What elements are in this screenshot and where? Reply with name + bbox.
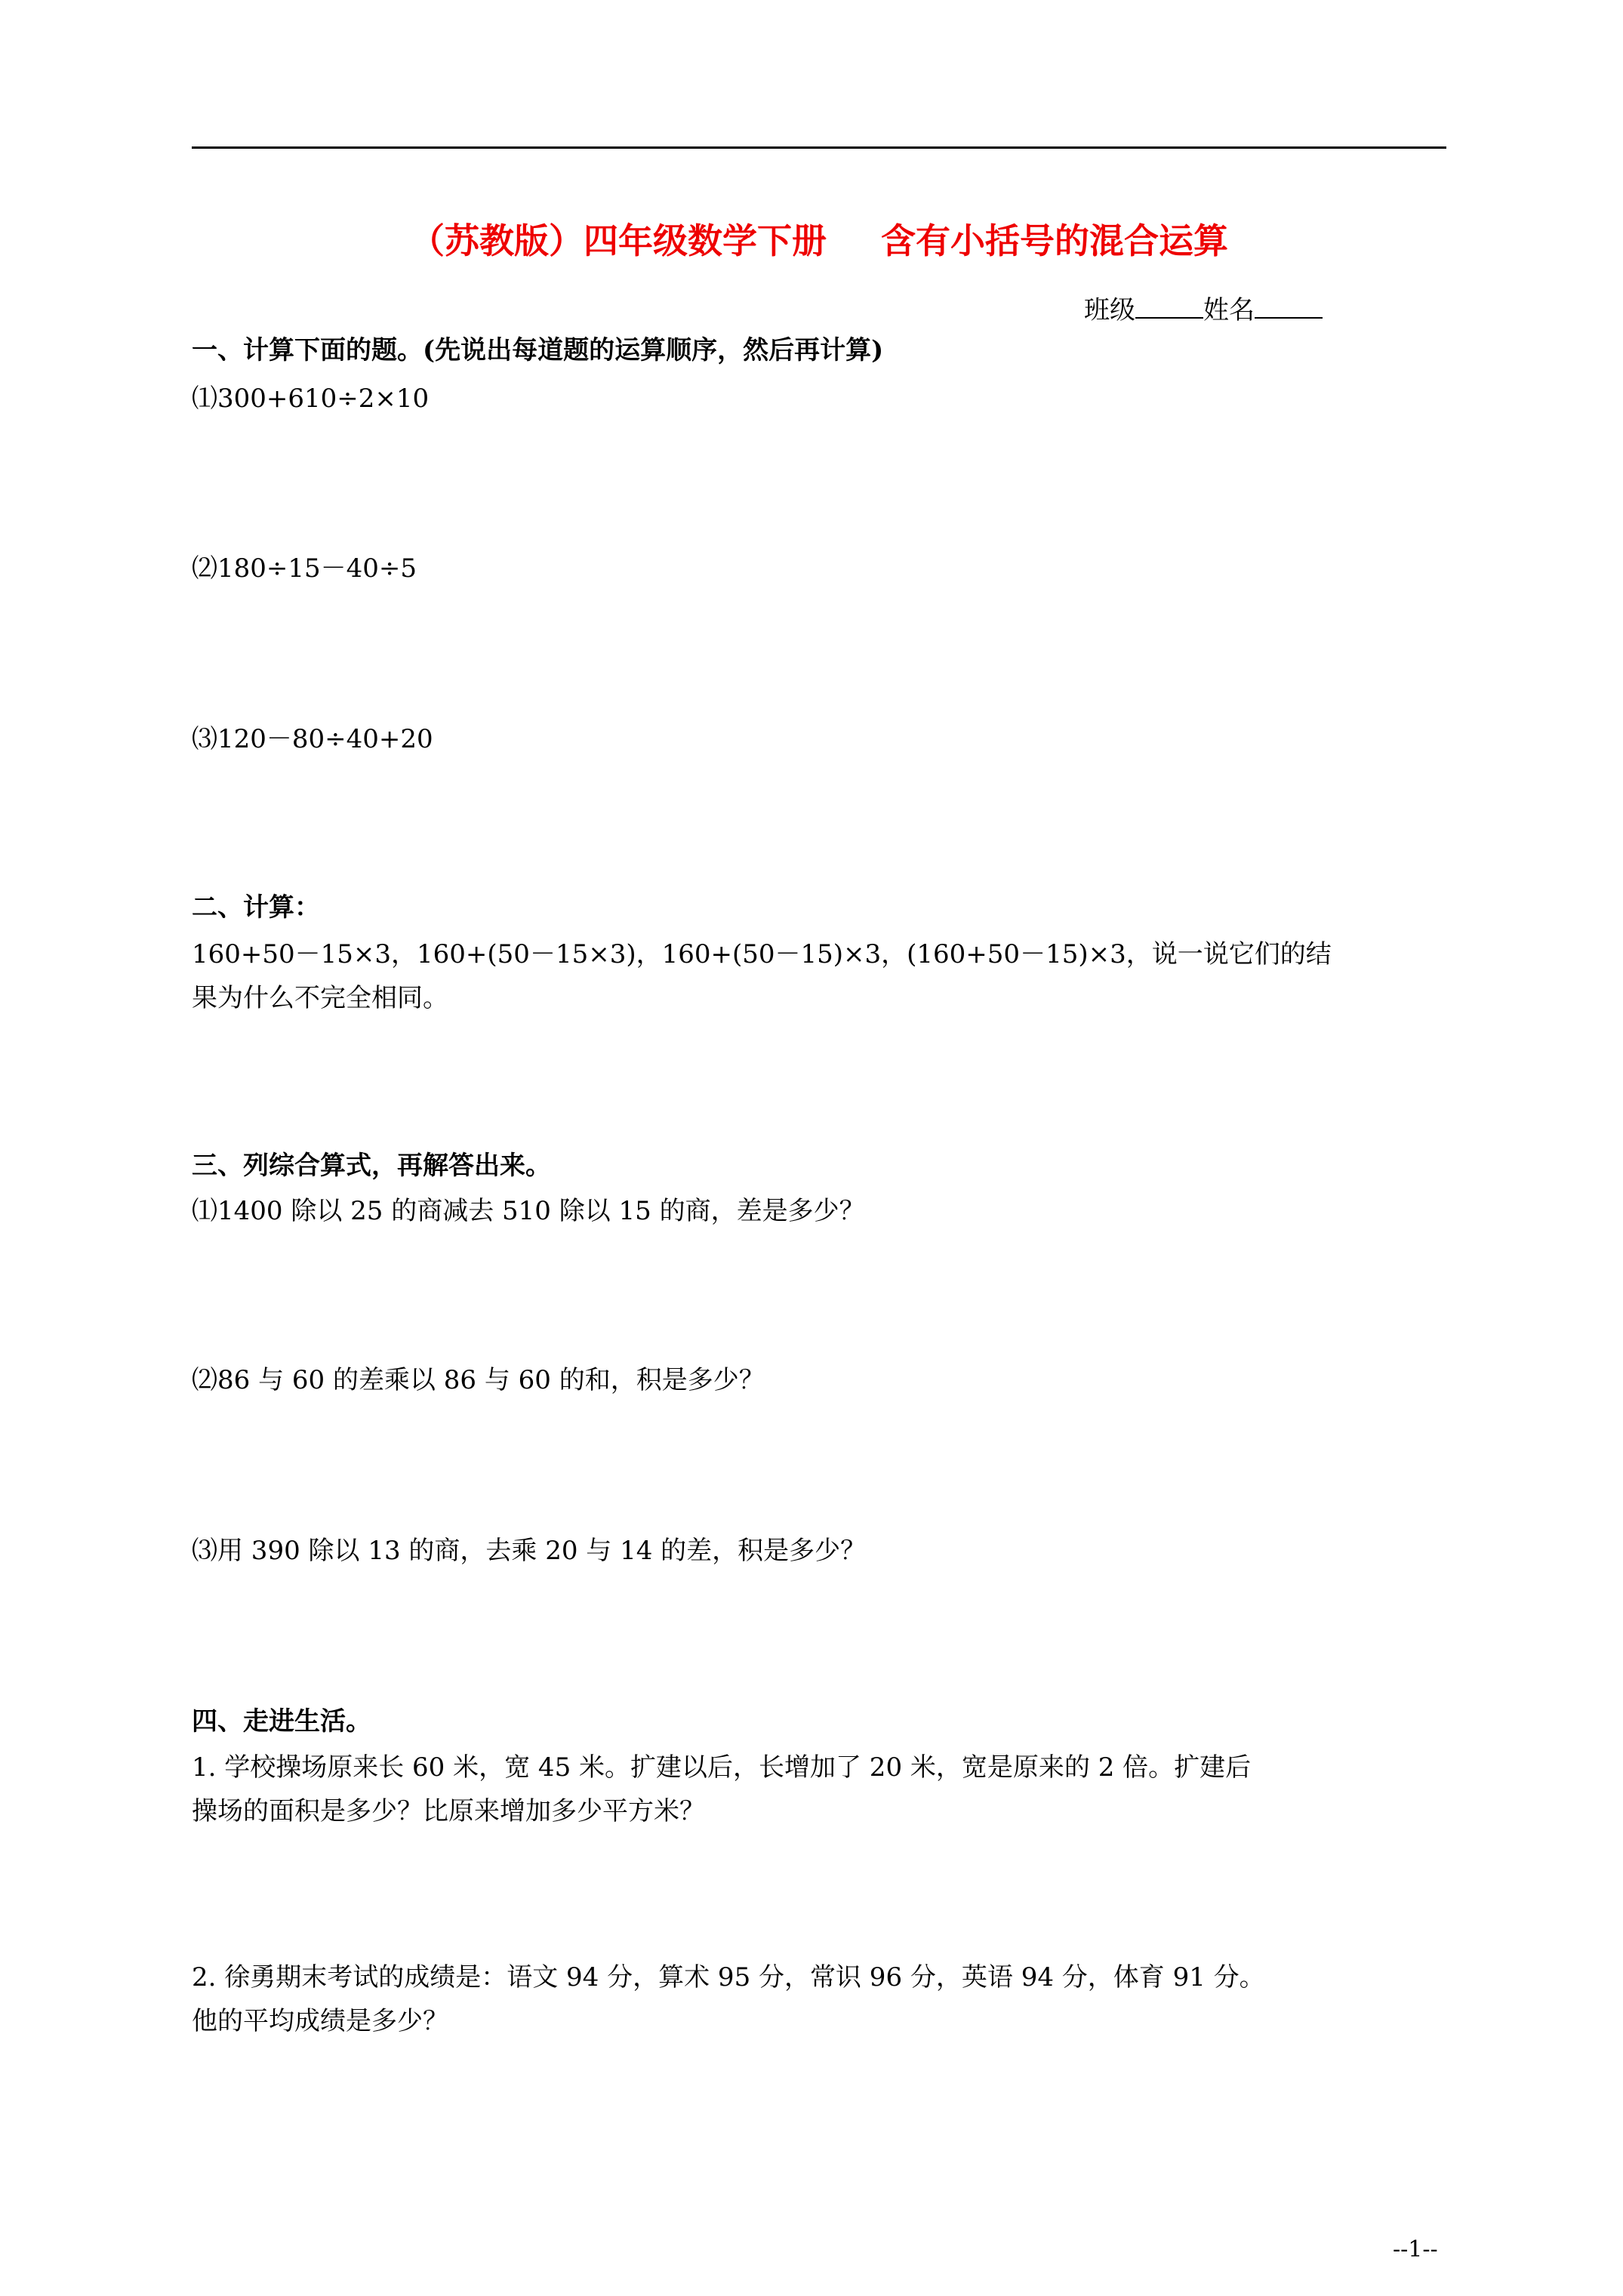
page-title [0, 214, 1623, 264]
header-rule [192, 146, 1446, 149]
section4-q1-line-1: 1. 学校操场原来长 60 米，宽 45 米。扩建以后，长增加了 20 米，宽是原来的 2 倍。扩建后 [192, 1752, 1252, 1783]
section2-line-1: 160+50－15×3，160+(50－15×3)，160+(50－15)×3，(160+50－15)×3，说一说它们的结 [192, 939, 1332, 969]
section2-line-2: 果为什么不完全相同。 [192, 983, 448, 1013]
section1-item-3: ⑶120－80÷40+20 [192, 724, 433, 754]
section3-item-3: ⑶用 390 除以 13 的商，去乘 20 与 14 的差，积是多少？ [192, 1536, 867, 1566]
section4-q2-line-1: 2. 徐勇期末考试的成绩是：语文 94 分，算术 95 分，常识 96 分，英语 94 分，体育 91 分。 [192, 1962, 1265, 1992]
section4-heading: 四、走进生活。 [192, 1706, 371, 1737]
section4-q1-line-2: 操场的面积是多少？比原来增加多少平方米？ [192, 1796, 705, 1826]
section1-item-2: ⑵180÷15－40÷5 [192, 553, 417, 584]
page-number: --1-- [1393, 2236, 1438, 2263]
section2-heading: 二、计算： [192, 892, 320, 923]
section3-heading: 三、列综合算式，再解答出来。 [192, 1151, 551, 1181]
section3-item-2: ⑵86 与 60 的差乘以 86 与 60 的和，积是多少？ [192, 1365, 765, 1395]
section1-heading: 一、计算下面的题。(先说出每道题的运算顺序，然后再计算) [192, 335, 884, 365]
section1-item-1: ⑴300+610÷2×10 [192, 384, 430, 414]
section4-q2-line-2: 他的平均成绩是多少？ [192, 2006, 448, 2036]
title-right: 含有小括号的混合运算 [881, 220, 1228, 261]
title-left: （苏教版）四年级数学下册 [410, 220, 827, 261]
name-blank[interactable] [1255, 294, 1323, 319]
class-blank[interactable] [1135, 294, 1203, 319]
name-label: 姓名 [1203, 295, 1255, 325]
class-label: 班级 [1084, 295, 1135, 325]
class-name-fields [1084, 289, 1323, 326]
section3-item-1: ⑴1400 除以 25 的商减去 510 除以 15 的商，差是多少？ [192, 1196, 865, 1226]
